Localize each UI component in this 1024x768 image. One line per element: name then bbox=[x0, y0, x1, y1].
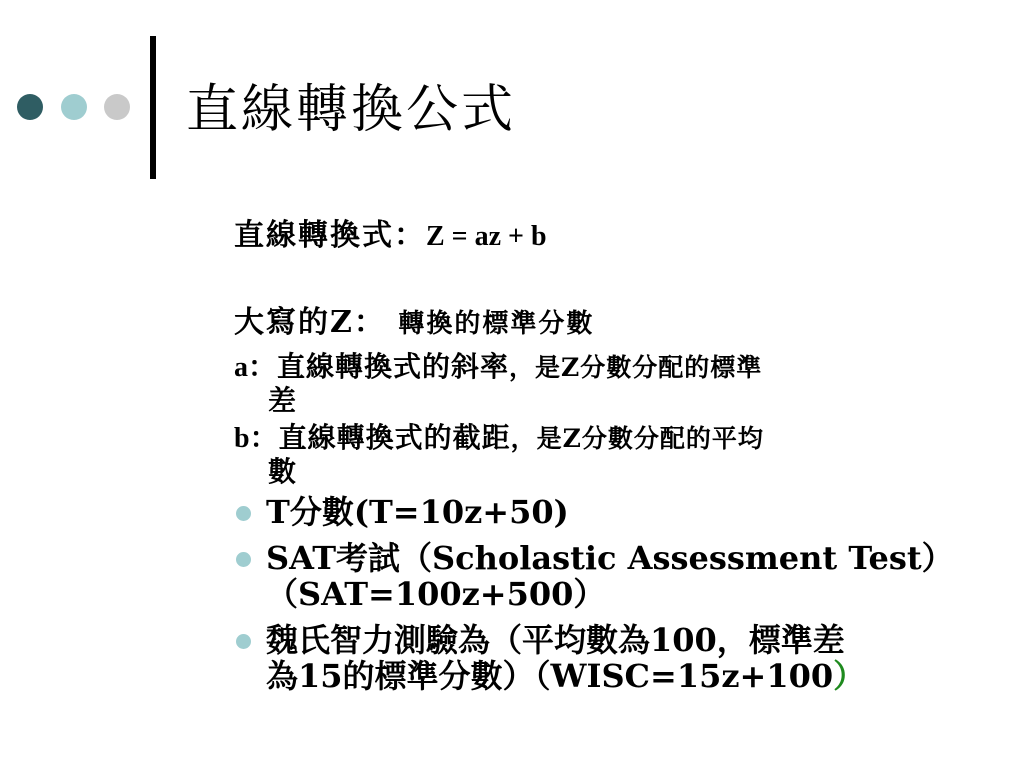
b-text-small: ，是Z分數分配的平均 bbox=[510, 424, 764, 453]
a-wrap: 差 bbox=[268, 384, 298, 417]
z-label: 大寫的Z： bbox=[234, 305, 386, 340]
decor-dot-dark bbox=[17, 94, 43, 120]
bullet-item-sat bbox=[234, 540, 954, 612]
slide-content bbox=[234, 214, 954, 704]
bullet-text: SAT考試（Scholastic Assessment Test） bbox=[266, 539, 954, 577]
bullet-item-wisc bbox=[234, 622, 954, 694]
bullet-text-continued: 為15的標準分數）（WISC=15z+100 bbox=[266, 657, 834, 695]
b-label: b bbox=[234, 423, 250, 454]
a-label: a bbox=[234, 352, 248, 383]
z-desc: 轉換的標準分數 bbox=[398, 309, 595, 339]
bullet-text: 魏氏智力測驗為（平均數為100，標準差 bbox=[266, 621, 845, 659]
a-definition bbox=[234, 350, 954, 417]
a-text: ：直線轉換式的斜率 bbox=[248, 350, 510, 383]
bullet-dot-icon bbox=[236, 552, 251, 567]
a-text-small: ，是Z分數分配的標準 bbox=[509, 353, 763, 382]
formula-line bbox=[234, 214, 954, 259]
formula-label: 直線轉換式： bbox=[234, 218, 426, 253]
formula: Z = az + b bbox=[426, 221, 547, 252]
decor-dot-gray bbox=[104, 94, 130, 120]
spacer bbox=[234, 259, 954, 301]
b-wrap: 數 bbox=[268, 455, 298, 488]
z-definition bbox=[234, 301, 954, 346]
bullet-dot-icon bbox=[236, 634, 251, 649]
title-divider bbox=[150, 36, 156, 179]
decor-dot-teal bbox=[61, 94, 87, 120]
bullet-list bbox=[234, 494, 954, 694]
bullet-dot-icon bbox=[236, 506, 251, 521]
bullet-text: T分數(T=10z+50) bbox=[266, 493, 569, 531]
b-definition bbox=[234, 421, 954, 488]
closing-paren: ） bbox=[833, 657, 866, 695]
b-text: ：直線轉換式的截距 bbox=[249, 421, 511, 454]
bullet-text-continued: （SAT=100z+500） bbox=[266, 575, 606, 613]
bullet-item-t-score bbox=[234, 494, 954, 530]
slide-title: 直線轉換公式 bbox=[186, 80, 517, 140]
